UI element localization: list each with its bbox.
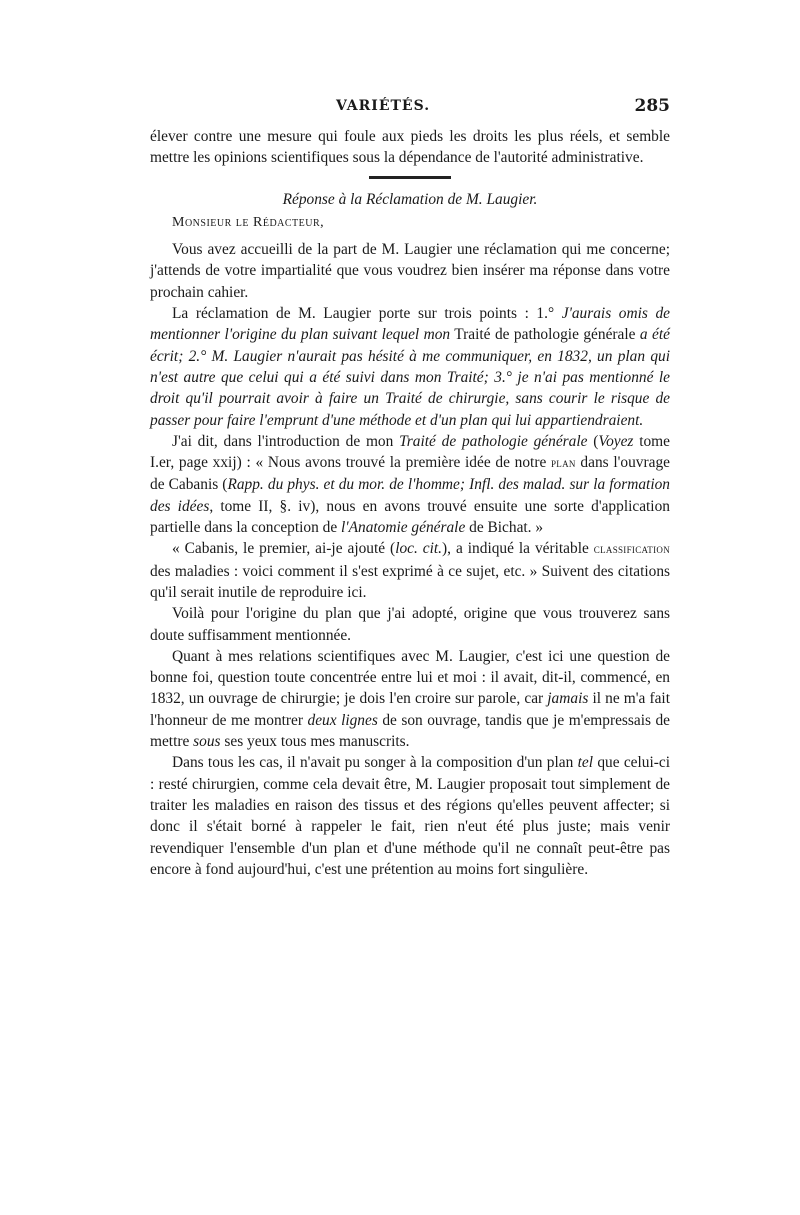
paragraph-5: Voilà pour l'origine du plan que j'ai adopté, origine que vous trouverez sans doute suffisamment mentionnée. (150, 605, 670, 644)
text-span: La réclamation de M. Laugier porte sur trois points : 1.° (172, 305, 562, 323)
paragraph-1: Vous avez accueilli de la part de M. Laugier une réclamation qui me concerne; j'attends de votre impartialité que vous voudrez bien insérer ma réponse dans votre prochain cahier. (150, 241, 670, 301)
paragraph-4 (150, 538, 670, 603)
running-head: VARIÉTÉS. (336, 98, 431, 114)
text-span: des maladies : voici comment il s'est exprimé à ce sujet, etc. » Suivent des citations qu'il serait inutile de reproduire ici. (150, 562, 670, 601)
italic-span: a été écrit; 2.° M. Laugier n'aurait pas hésité à me communiquer, en 1832, un plan qui n'est autre que celui qui a été suivi dans mon Traité; 3.° je n'ai pas mentionné le droit qu'il pourrait avoir à faire un Traité de chirurgie, sans courir le risque de passer pour faire l'emprunt d'une méthode et d'un plan qui lui appartiendraient. (150, 326, 670, 429)
text-span: de son ouvrage, tandis que je m'empressais de mettre (150, 711, 670, 751)
italic-span: Rapp. du phys. et du mor. de l'homme; Infl. des malad. sur la formation des idées (150, 476, 670, 515)
italic-span: sous (193, 733, 221, 751)
text-span: tome I.er, page xxij) : « Nous avons trouvé la première idée de notre (150, 432, 670, 472)
text-span: Dans tous les cas, il n'avait pu songer à la composition d'un plan (172, 754, 578, 772)
italic-span: deux lignes (307, 711, 378, 729)
italic-span: l'Anatomie générale (341, 519, 466, 537)
italic-span: J'aurais omis de mentionner l'origine du plan suivant lequel mon (150, 305, 670, 344)
text-span: que celui-ci : resté chirurgien, comme cela devait être, M. Laugier proposait tout simplement de traiter les maladies en raison des tissus et des régions qu'elles peuvent affecter; si donc il s'était borné à rappeler le fait, rien n'eut été plus juste; mais venir revendiquer l'ensemble d'un plan et d'une méthode qu'il ne connaît peut-être pas encore à fond aujourd'hui, c'est une prétention au moins fort singulière. (150, 754, 670, 878)
paragraph-6 (150, 646, 670, 752)
salutation: Monsieur le Rédacteur, (172, 214, 325, 230)
small-caps-span: classification (593, 542, 671, 557)
text-span: , tome II, §. iv), nous en avons trouvé ensuite une sorte d'application partielle dans la conception de (150, 497, 670, 537)
italic-span: tel (577, 754, 594, 772)
small-caps-span: plan (551, 456, 576, 471)
paragraph-2 (150, 303, 670, 431)
text-span: ( (587, 432, 599, 450)
italic-span: jamais (547, 690, 589, 708)
page-header (150, 98, 670, 122)
text-span: ses yeux tous mes manuscrits. (220, 733, 410, 751)
response-title: Réponse à la Réclamation de M. Laugier. (282, 190, 538, 208)
section-rule (369, 176, 451, 179)
text-span: de Bichat. » (465, 519, 544, 537)
text-span: Quant à mes relations scientifiques avec M. Laugier, c'est ici une question de bonne foi, question toute concentrée entre lui et moi : il avait, dit-il, commencé, en 1832, un ouvrage de chirurgie; je dois l'en croire sur parole, car (150, 647, 670, 708)
page-number: 285 (634, 96, 670, 116)
text-span: dans l'ouvrage de Cabanis ( (150, 454, 670, 494)
text-span: il ne m'a fait l'honneur de me montrer (150, 690, 670, 729)
paragraph-7 (150, 752, 670, 880)
text-span: ), a indiqué la véritable (442, 540, 594, 558)
paragraph-continuation: élever contre une mesure qui foule aux pieds les droits les plus réels, et semble mettre les opinions scientifiques sous la dépendance de l'autorité administrative. (150, 128, 670, 167)
italic-span: Voyez (598, 432, 634, 450)
italic-span: Traité de pathologie générale (399, 432, 588, 450)
text-span: J'ai dit, dans l'introduction de mon (172, 432, 400, 450)
italic-span: loc. cit. (395, 540, 443, 558)
text-span: Traité de pathologie générale (450, 326, 640, 344)
text-span: « Cabanis, le premier, ai-je ajouté ( (172, 540, 396, 558)
page-body (150, 126, 670, 880)
paragraph-3 (150, 431, 670, 538)
